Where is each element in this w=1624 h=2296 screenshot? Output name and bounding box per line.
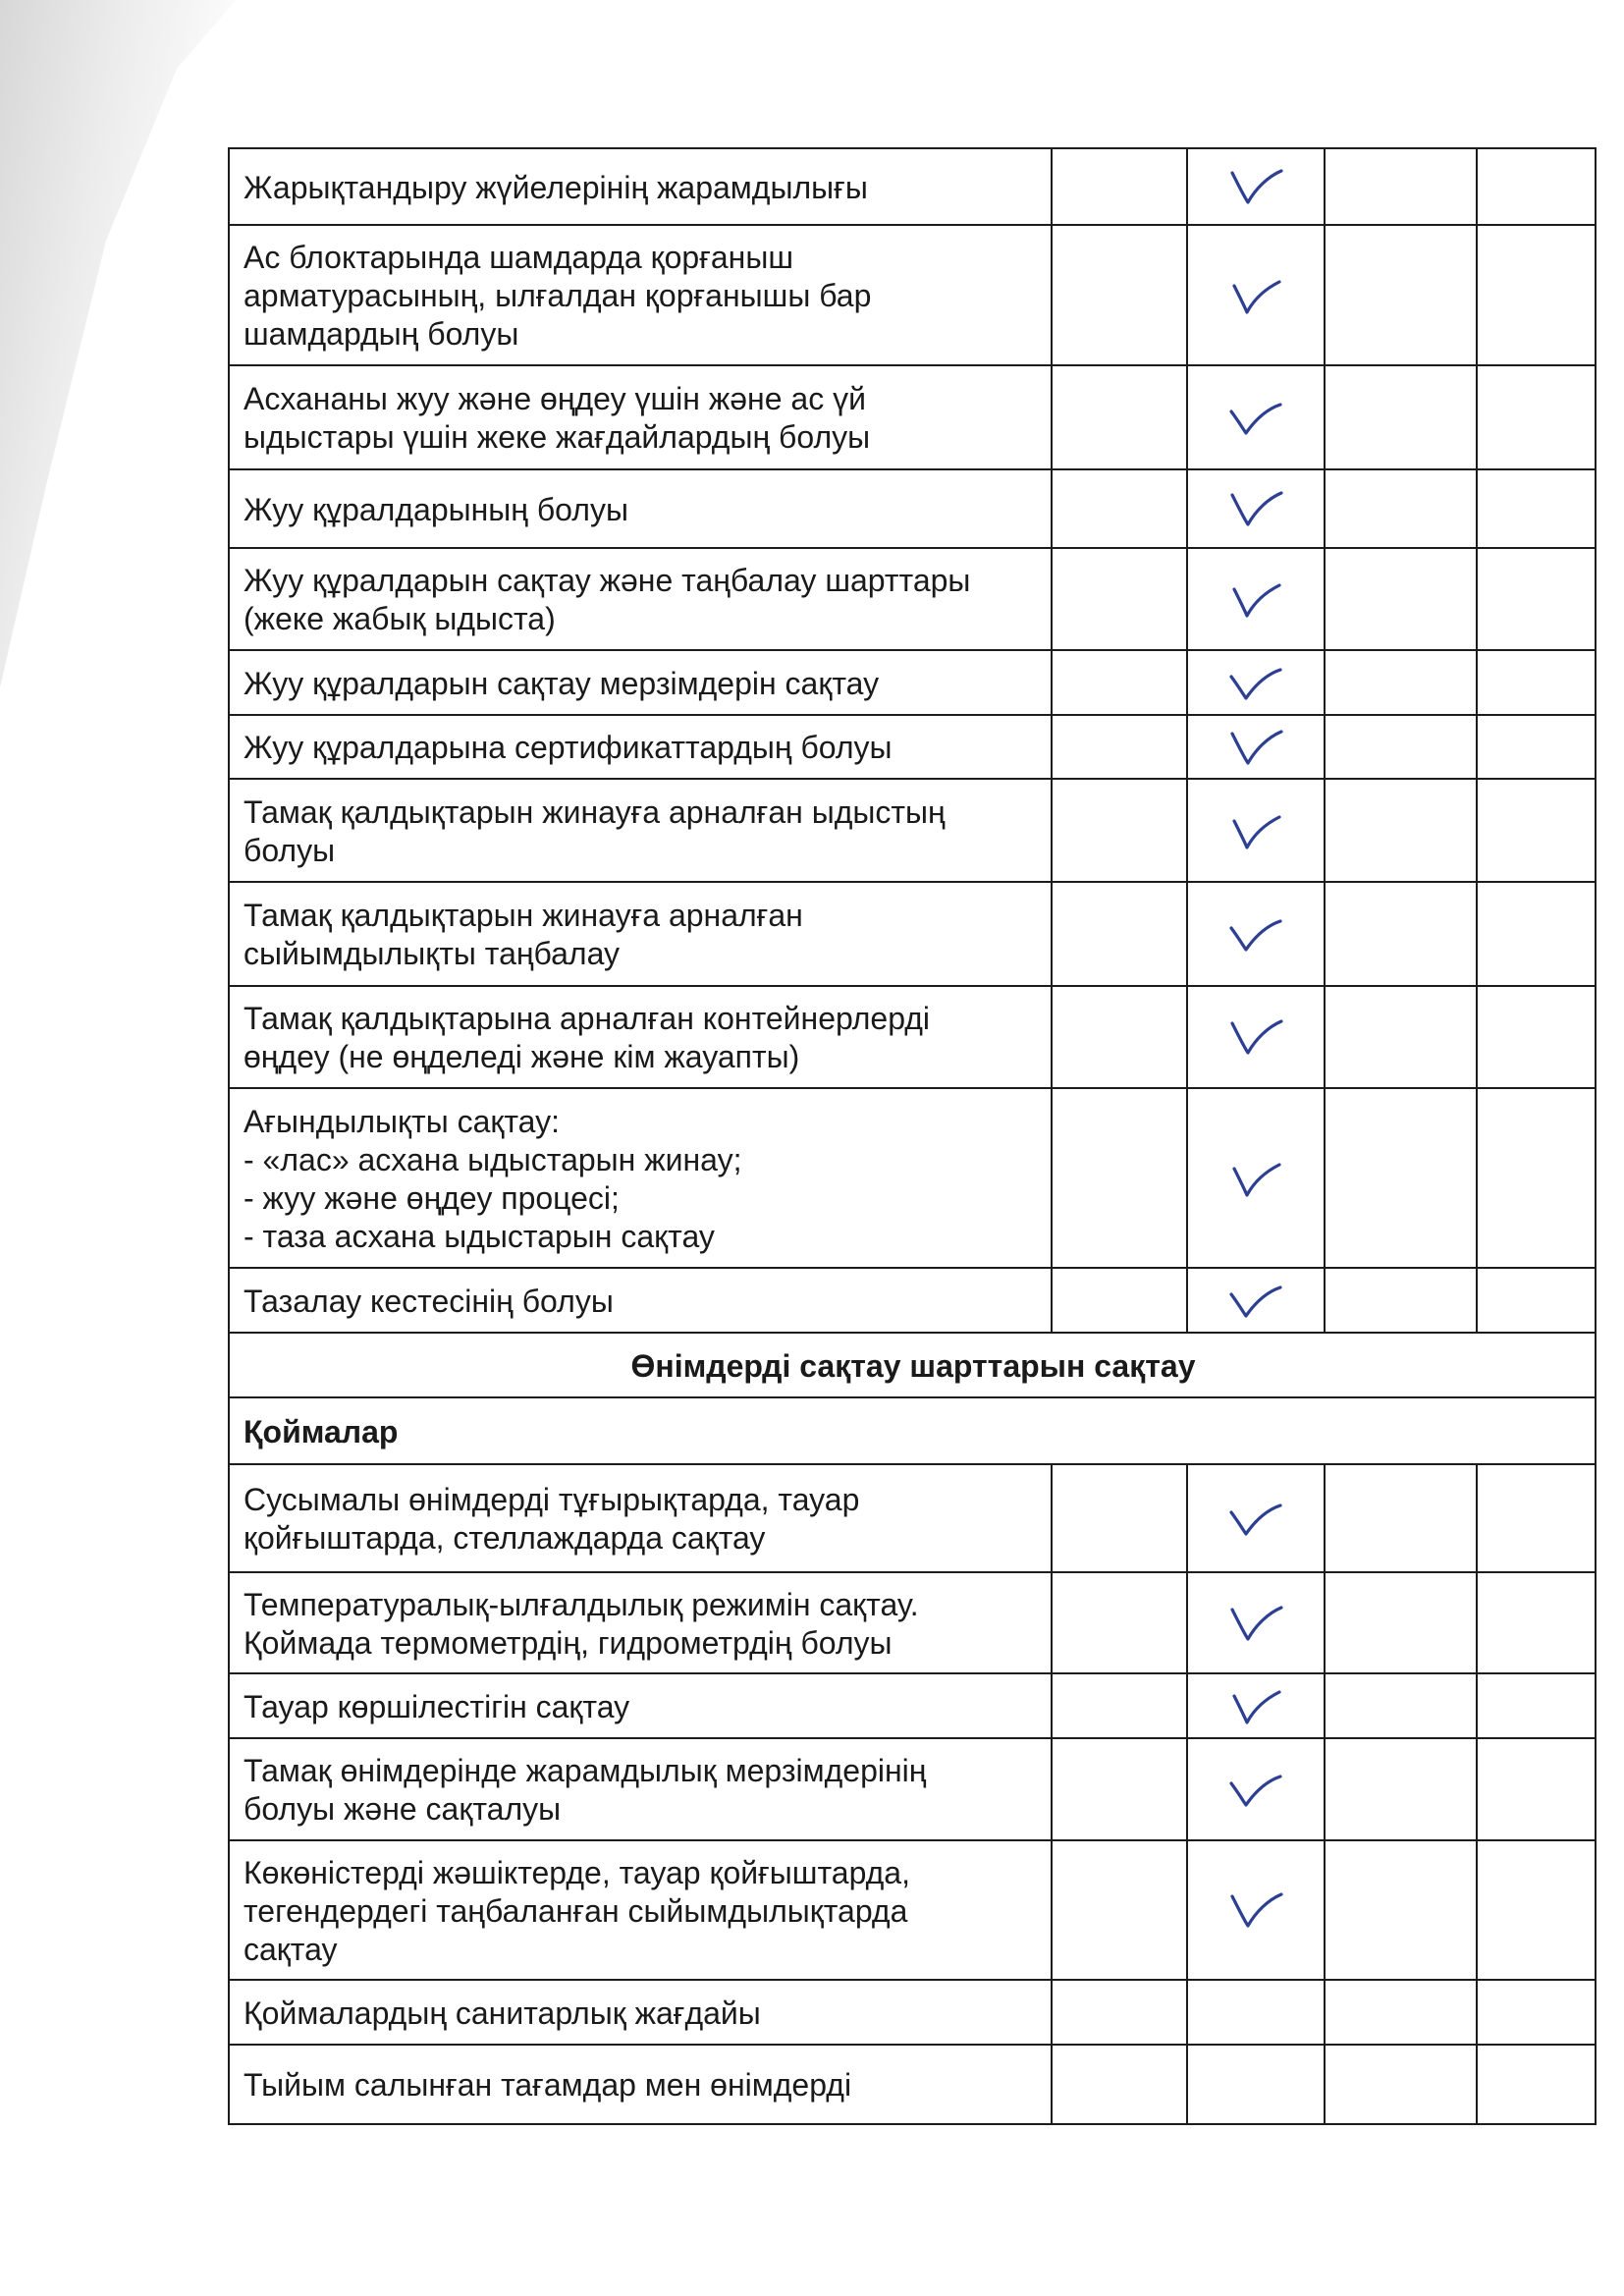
table-row	[229, 1572, 1596, 1673]
compliance-mark-cell	[1187, 1268, 1325, 1333]
requirement-line: Жуу құралдарын сақтау және таңбалау шарттары	[244, 563, 971, 598]
blank-cell	[1052, 1464, 1187, 1572]
compliance-mark-cell	[1187, 650, 1325, 715]
requirement-text	[229, 1840, 1052, 1980]
checklist-body	[229, 148, 1596, 2124]
compliance-mark-cell	[1187, 148, 1325, 225]
requirement-line: қойғыштарда, стеллаждарда сақтау	[244, 1520, 766, 1556]
blank-cell	[1325, 715, 1477, 779]
blank-cell	[1052, 1673, 1187, 1738]
blank-cell	[1052, 548, 1187, 650]
blank-cell	[1052, 1572, 1187, 1673]
requirement-text	[229, 1088, 1052, 1268]
requirement-line: сақтау	[244, 1931, 338, 1967]
compliance-mark-cell	[1187, 986, 1325, 1088]
blank-cell	[1477, 2045, 1596, 2124]
blank-cell	[1477, 148, 1596, 225]
table-row	[229, 2045, 1596, 2124]
subsection-title: Қоймалар	[229, 1397, 1596, 1464]
blank-cell	[1325, 1980, 1477, 2045]
blank-cell	[1052, 779, 1187, 882]
blank-cell	[1325, 1088, 1477, 1268]
checklist-table	[228, 147, 1597, 2125]
blank-cell	[1052, 986, 1187, 1088]
table-row	[229, 225, 1596, 365]
compliance-mark-cell	[1187, 1088, 1325, 1268]
compliance-mark-cell	[1187, 469, 1325, 548]
compliance-mark-cell	[1187, 1738, 1325, 1840]
compliance-mark-cell	[1187, 1980, 1325, 2045]
blank-cell	[1477, 779, 1596, 882]
handwritten-check-icon	[1226, 659, 1285, 706]
blank-cell	[1477, 548, 1596, 650]
blank-cell	[1325, 1840, 1477, 1980]
requirement-line: Жарықтандыру жүйелерінің жарамдылығы	[244, 169, 868, 205]
requirement-line: Ағындылықты сақтау:	[244, 1103, 560, 1139]
requirement-line: Жуу құралдарының болуы	[244, 491, 628, 527]
compliance-mark-cell	[1187, 1572, 1325, 1673]
requirement-line: (жеке жабық ыдыста)	[244, 601, 556, 636]
blank-cell	[1052, 1980, 1187, 2045]
requirement-text	[229, 1673, 1052, 1738]
table-row	[229, 650, 1596, 715]
blank-cell	[1477, 1738, 1596, 1840]
blank-cell	[1477, 365, 1596, 469]
blank-cell	[1477, 715, 1596, 779]
blank-cell	[1325, 225, 1477, 365]
blank-cell	[1477, 1088, 1596, 1268]
blank-cell	[1325, 779, 1477, 882]
blank-cell	[1052, 1088, 1187, 1268]
requirement-line: Тамақ қалдықтарын жинауға арналған ыдыстың	[244, 793, 946, 830]
blank-cell	[1325, 148, 1477, 225]
requirement-text	[229, 1572, 1052, 1673]
blank-cell	[1052, 469, 1187, 548]
blank-cell	[1052, 1738, 1187, 1840]
compliance-mark-cell	[1187, 1464, 1325, 1572]
blank-cell	[1477, 986, 1596, 1088]
table-row	[229, 1464, 1596, 1572]
requirement-text	[229, 1738, 1052, 1840]
requirement-text	[229, 365, 1052, 469]
handwritten-check-icon	[1226, 272, 1285, 319]
table-row	[229, 1268, 1596, 1333]
table-row	[229, 1840, 1596, 1980]
requirement-text	[229, 779, 1052, 882]
requirement-line: Тауар көршілестігін сақтау	[244, 1688, 630, 1724]
handwritten-check-icon	[1226, 485, 1285, 532]
requirement-text	[229, 1980, 1052, 2045]
table-row	[229, 882, 1596, 986]
handwritten-check-icon	[1226, 1600, 1285, 1647]
requirement-text	[229, 225, 1052, 365]
handwritten-check-icon	[1226, 807, 1285, 854]
handwritten-check-icon	[1226, 1495, 1285, 1542]
requirement-line: Көкөністерді жәшіктерде, тауар қойғыштарда,	[244, 1854, 910, 1890]
table-row	[229, 148, 1596, 225]
requirement-text	[229, 469, 1052, 548]
requirement-line: арматурасының, ылғалдан қорғанышы бар	[244, 278, 872, 313]
table-row	[229, 986, 1596, 1088]
handwritten-check-icon	[1226, 1277, 1285, 1324]
requirement-text	[229, 2045, 1052, 2124]
requirement-text	[229, 650, 1052, 715]
handwritten-check-icon	[1226, 575, 1285, 623]
blank-cell	[1477, 225, 1596, 365]
requirement-text	[229, 548, 1052, 650]
compliance-mark-cell	[1187, 1673, 1325, 1738]
handwritten-check-icon	[1226, 1682, 1285, 1729]
handwritten-check-icon	[1226, 1155, 1285, 1202]
blank-cell	[1477, 469, 1596, 548]
requirement-line: Тамақ өнімдерінде жарамдылық мерзімдерінің	[244, 1753, 927, 1788]
requirement-line: өңдеу (не өңделеді және кім жауапты)	[244, 1039, 800, 1074]
scan-edge-shadow	[0, 0, 236, 687]
blank-cell	[1477, 1673, 1596, 1738]
compliance-mark-cell	[1187, 548, 1325, 650]
blank-cell	[1052, 1268, 1187, 1333]
requirement-line: - жуу және өңдеу процесі;	[244, 1179, 620, 1216]
requirement-line: Қоймада термометрдің, гидрометрдің болуы	[244, 1624, 893, 1661]
requirement-line: ыдыстары үшін жеке жағдайлардың болуы	[244, 419, 871, 455]
requirement-text	[229, 1268, 1052, 1333]
table-row	[229, 1980, 1596, 2045]
blank-cell	[1052, 2045, 1187, 2124]
requirement-line: Температуралық-ылғалдылық режимін сақтау.	[244, 1586, 919, 1622]
blank-cell	[1325, 1464, 1477, 1572]
requirement-line: Тамақ қалдықтарын жинауға арналған	[244, 898, 803, 933]
blank-cell	[1325, 469, 1477, 548]
checklist-table-container	[228, 147, 1595, 2125]
blank-cell	[1325, 548, 1477, 650]
blank-cell	[1477, 882, 1596, 986]
requirement-line: тегендердегі таңбаланған сыйымдылықтарда	[244, 1892, 908, 1929]
compliance-mark-cell	[1187, 225, 1325, 365]
requirement-line: Қоймалардың санитарлық жағдайы	[244, 1995, 761, 2031]
blank-cell	[1325, 650, 1477, 715]
handwritten-check-icon	[1226, 910, 1285, 957]
requirement-line: болуы және сақталуы	[244, 1791, 562, 1827]
compliance-mark-cell	[1187, 715, 1325, 779]
compliance-mark-cell	[1187, 1840, 1325, 1980]
requirement-line: Асхананы жуу және өңдеу үшін және ас үй	[244, 381, 866, 416]
requirement-text	[229, 1464, 1052, 1572]
handwritten-check-icon	[1226, 1013, 1285, 1061]
blank-cell	[1325, 1268, 1477, 1333]
blank-cell	[1052, 715, 1187, 779]
blank-cell	[1325, 1572, 1477, 1673]
requirement-line: - таза асхана ыдыстарын сақтау	[244, 1218, 715, 1254]
handwritten-check-icon	[1226, 1766, 1285, 1813]
compliance-mark-cell	[1187, 779, 1325, 882]
requirement-line: Тыйым салынған тағамдар мен өнімдерді	[244, 2067, 852, 2103]
table-row	[229, 365, 1596, 469]
blank-cell	[1477, 1268, 1596, 1333]
blank-cell	[1052, 148, 1187, 225]
blank-cell	[1477, 1464, 1596, 1572]
section-title: Өнімдерді сақтау шарттарын сақтау	[229, 1333, 1596, 1397]
requirement-line: сыйымдылықты таңбалау	[244, 936, 621, 971]
requirement-line: Жуу құралдарын сақтау мерзімдерін сақтау	[244, 665, 880, 701]
blank-cell	[1052, 365, 1187, 469]
blank-cell	[1477, 1572, 1596, 1673]
compliance-mark-cell	[1187, 365, 1325, 469]
table-row	[229, 1673, 1596, 1738]
requirement-line: Тазалау кестесінің болуы	[244, 1283, 614, 1319]
blank-cell	[1052, 650, 1187, 715]
table-row	[229, 548, 1596, 650]
blank-cell	[1052, 1840, 1187, 1980]
handwritten-check-icon	[1226, 724, 1285, 771]
handwritten-check-icon	[1226, 1886, 1285, 1934]
requirement-line: шамдардың болуы	[244, 316, 519, 352]
blank-cell	[1052, 225, 1187, 365]
requirement-line: Жуу құралдарына сертификаттардың болуы	[244, 730, 893, 765]
requirement-line: - «лас» асхана ыдыстарын жинау;	[244, 1141, 742, 1177]
requirement-text	[229, 882, 1052, 986]
table-row	[229, 715, 1596, 779]
compliance-mark-cell	[1187, 882, 1325, 986]
blank-cell	[1477, 650, 1596, 715]
requirement-text	[229, 986, 1052, 1088]
blank-cell	[1325, 1738, 1477, 1840]
compliance-mark-cell	[1187, 2045, 1325, 2124]
section-header-row	[229, 1333, 1596, 1397]
blank-cell	[1325, 365, 1477, 469]
table-row	[229, 469, 1596, 548]
requirement-line: болуы	[244, 832, 336, 868]
handwritten-check-icon	[1226, 394, 1285, 441]
handwritten-check-icon	[1226, 163, 1285, 210]
blank-cell	[1477, 1980, 1596, 2045]
blank-cell	[1325, 1673, 1477, 1738]
subsection-header-row	[229, 1397, 1596, 1464]
requirement-line: Ас блоктарында шамдарда қорғаныш	[244, 240, 793, 275]
blank-cell	[1325, 2045, 1477, 2124]
requirement-text	[229, 148, 1052, 225]
blank-cell	[1325, 986, 1477, 1088]
table-row	[229, 1738, 1596, 1840]
blank-cell	[1325, 882, 1477, 986]
table-row	[229, 1088, 1596, 1268]
requirement-line: Сусымалы өнімдерді тұғырықтарда, тауар	[244, 1482, 860, 1517]
requirement-line: Тамақ қалдықтарына арналған контейнерлерді	[244, 1001, 931, 1036]
blank-cell	[1477, 1840, 1596, 1980]
requirement-text	[229, 715, 1052, 779]
blank-cell	[1052, 882, 1187, 986]
table-row	[229, 779, 1596, 882]
